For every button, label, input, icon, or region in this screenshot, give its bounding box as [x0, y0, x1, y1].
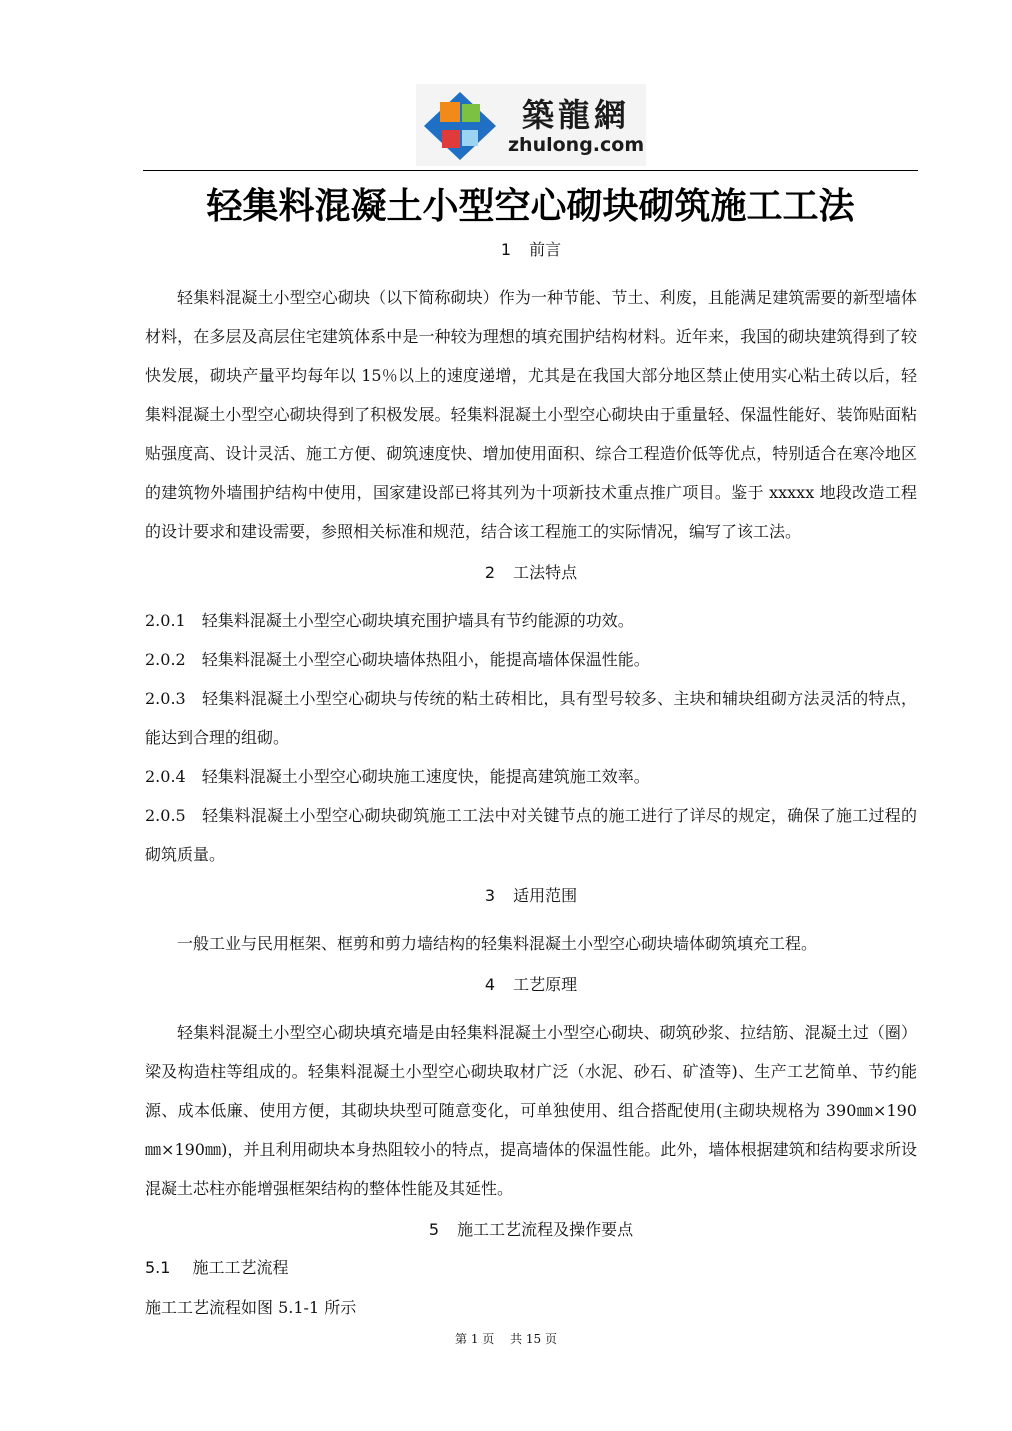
- section-title: 施工工艺流程及操作要点: [457, 1220, 634, 1239]
- section-number: 3: [484, 886, 496, 905]
- item-text: 轻集料混凝土小型空心砌块砌筑施工工法中对关键节点的施工进行了详尽的规定，确保了施工过程的砌筑质量。: [145, 806, 917, 864]
- page-footer: [0, 1330, 1012, 1347]
- feature-item: [145, 601, 917, 640]
- section-number: 4: [484, 975, 496, 994]
- section-heading-1: [145, 240, 917, 260]
- item-number: 2.0.5: [145, 806, 186, 825]
- section-number: 5: [428, 1220, 440, 1239]
- section-title: 前言: [529, 240, 562, 259]
- page-total: 共 15 页: [510, 1332, 557, 1346]
- logo-lightblue-shape: [462, 130, 478, 146]
- section-heading-4: [145, 975, 917, 995]
- section-heading-3: [145, 886, 917, 906]
- item-text: 轻集料混凝土小型空心砌块填充围护墙具有节约能源的功效。: [201, 611, 634, 630]
- header-divider: [143, 170, 918, 171]
- logo-emblem-icon: [420, 90, 500, 162]
- logo-red-shape: [442, 130, 460, 148]
- document-body: [145, 228, 917, 1327]
- feature-item: [145, 757, 917, 796]
- zhulong-logo: [416, 84, 646, 166]
- logo-orange-shape: [440, 102, 460, 122]
- section-heading-2: [145, 563, 917, 583]
- principle-paragraph: 轻集料混凝土小型空心砌块填充墙是由轻集料混凝土小型空心砌块、砌筑砂浆、拉结筋、混凝土过（圈）梁及构造柱等组成的。轻集料混凝土小型空心砌块取材广泛（水泥、砂石、矿渣等)、生产工艺简单、节约能源、成本低廉、使用方便，其砌块块型可随意变化，可单独使用、组合搭配使用(主砌块规格为 390㎜×190㎜×190㎜)，并且利用砌块本身热阻较小的特点，提高墙体的保温性能。此外，墙体根据建筑和结构要求所设混凝土芯柱亦能增强框架结构的整体性能及其延性。: [145, 1023, 917, 1198]
- section-title: 适用范围: [513, 886, 578, 905]
- item-number: 2.0.4: [145, 767, 186, 786]
- item-text: 轻集料混凝土小型空心砌块与传统的粘土砖相比，具有型号较多、主块和辅块组砌方法灵活的特点，能达到合理的组砌。: [145, 689, 917, 747]
- item-text: 轻集料混凝土小型空心砌块施工速度快，能提高建筑施工效率。: [201, 767, 650, 786]
- logo-green-shape: [462, 104, 480, 122]
- section-number: 1: [500, 240, 512, 259]
- feature-item: [145, 679, 917, 757]
- page-number: 第 1 页: [455, 1332, 495, 1346]
- scope-paragraph: 一般工业与民用框架、框剪和剪力墙结构的轻集料混凝土小型空心砌块墙体砌筑填充工程。: [177, 934, 818, 953]
- section-number: 2: [484, 563, 496, 582]
- feature-item: [145, 640, 917, 679]
- logo-domain-text: zhulong.com: [508, 134, 645, 156]
- section-title: 工法特点: [513, 563, 578, 582]
- section-title: 工艺原理: [513, 975, 578, 994]
- feature-item: [145, 796, 917, 874]
- logo-chinese-text: 築龍網: [521, 96, 630, 134]
- subsection-number: 5.1: [145, 1258, 171, 1277]
- document-title: 轻集料混凝土小型空心砌块砌筑施工工法: [206, 186, 855, 227]
- flow-paragraph: 施工工艺流程如图 5.1-1 所示: [145, 1298, 357, 1317]
- section-heading-5: [145, 1220, 917, 1240]
- preface-paragraph: 轻集料混凝土小型空心砌块（以下简称砌块）作为一种节能、节土、利废，且能满足建筑需要的新型墙体材料，在多层及高层住宅建筑体系中是一种较为理想的填充围护结构材料。近年来，我国的砌块建筑得到了较快发展，砌块产量平均每年以 15％以上的速度递增，尤其是在我国大部分地区禁止使用实心粘土砖以后，轻集料混凝土小型空心砌块得到了积极发展。轻集料混凝土小型空心砌块由于重量轻、保温性能好、装饰贴面粘贴强度高、设计灵活、施工方便、砌筑速度快、增加使用面积、综合工程造价低等优点，特别适合在寒冷地区的建筑物外墙围护结构中使用，国家建设部已将其列为十项新技术重点推广项目。鉴于 xxxxx 地段改造工程的设计要求和建设需要，参照相关标准和规范，结合该工程施工的实际情况，编写了该工法。: [145, 288, 917, 541]
- subsection-title: 施工工艺流程: [192, 1258, 289, 1277]
- item-number: 2.0.2: [145, 650, 186, 669]
- item-number: 2.0.3: [145, 689, 186, 708]
- item-text: 轻集料混凝土小型空心砌块墙体热阻小，能提高墙体保温性能。: [201, 650, 650, 669]
- subsection-heading: [145, 1258, 917, 1278]
- item-number: 2.0.1: [145, 611, 186, 630]
